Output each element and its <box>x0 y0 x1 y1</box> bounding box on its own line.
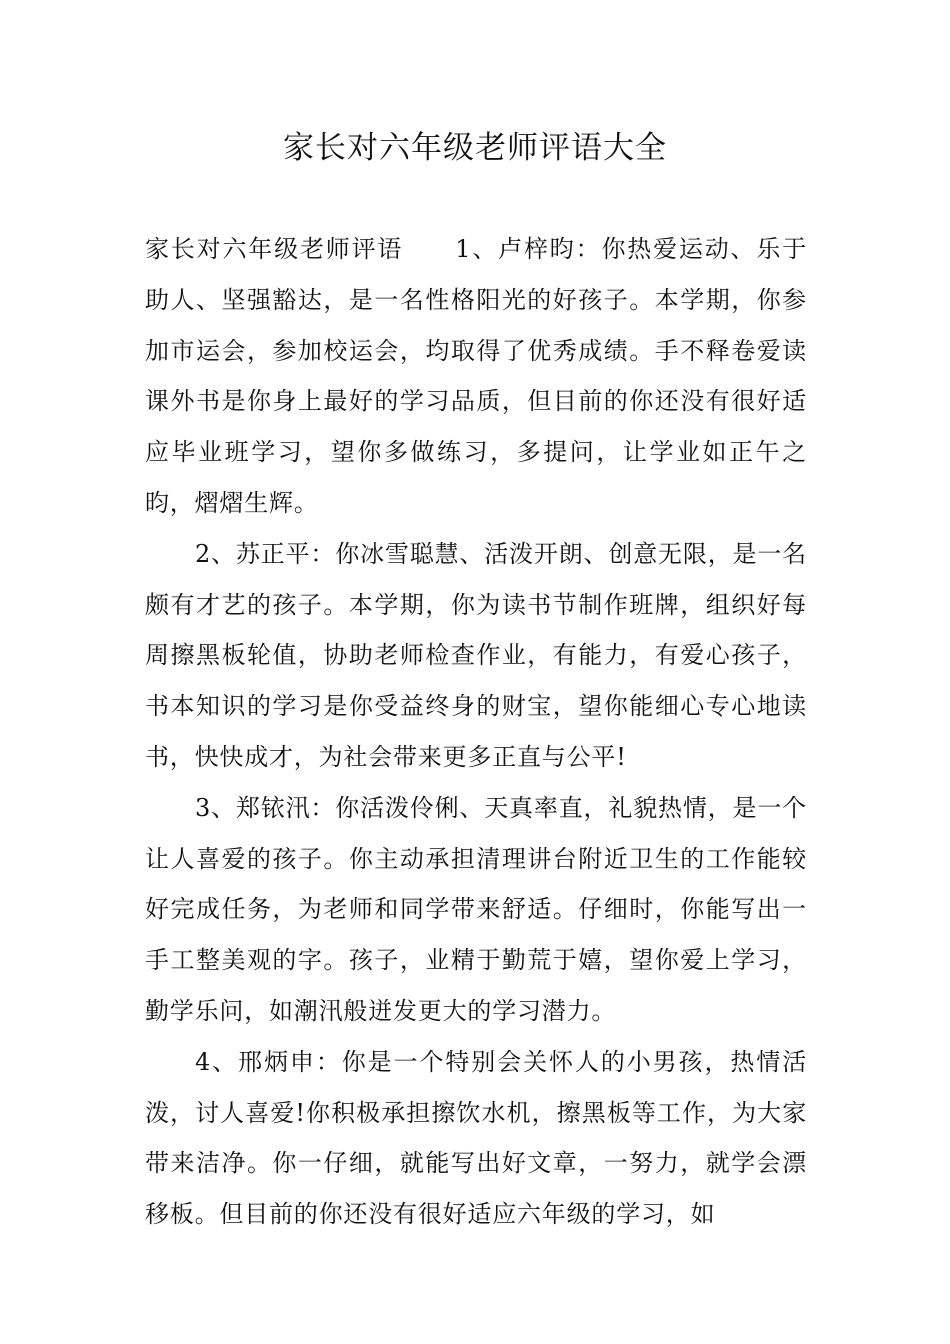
paragraph-3: 3、郑铱汛：你活泼伶俐、天真率直，礼貌热情，是一个让人喜爱的孩子。你主动承担清理讲台附近卫生的工作能较好完成任务，为老师和同学带来舒适。仔细时，你能写出一手工整美观的字。孩子，业精于勤荒于嬉，望你爱上学习，勤学乐问，如潮汛般迸发更大的学习潜力。 <box>145 793 807 1025</box>
intro-label: 家长对六年级老师评语 <box>145 235 404 263</box>
paragraph-2: 2、苏正平：你冰雪聪慧、活泼开朗、创意无限，是一名颇有才艺的孩子。本学期，你为读书节制作班牌，组织好每周擦黑板轮值，协助老师检查作业，有能力，有爱心孩子，书本知识的学习是你受益终身的财宝，望你能细心专心地读书，快快成才，为社会带来更多正直与公平! <box>145 539 807 771</box>
paragraph-1-text: 1、卢梓昀：你热爱运动、乐于助人、坚强豁达，是一名性格阳光的好孩子。本学期，你参加市运会，参加校运会，均取得了优秀成绩。手不释卷爱读课外书是你身上最好的学习品质，但目前的你还没有很好适应毕业班学习，望你多做练习，多提问，让学业如正午之昀，熠熠生辉。 <box>145 235 808 517</box>
document-body <box>145 224 807 1240</box>
paragraph-4: 4、邢炳申：你是一个特别会关怀人的小男孩，热情活泼，讨人喜爱!你积极承担擦饮水机，擦黑板等工作，为大家带来洁净。你一仔细，就能写出好文章，一努力，就学会漂移板。但目前的你还没有很好适应六年级的学习，如 <box>145 1047 807 1229</box>
paragraph-1 <box>145 224 807 529</box>
document-title: 家长对六年级老师评语大全 <box>283 130 667 166</box>
